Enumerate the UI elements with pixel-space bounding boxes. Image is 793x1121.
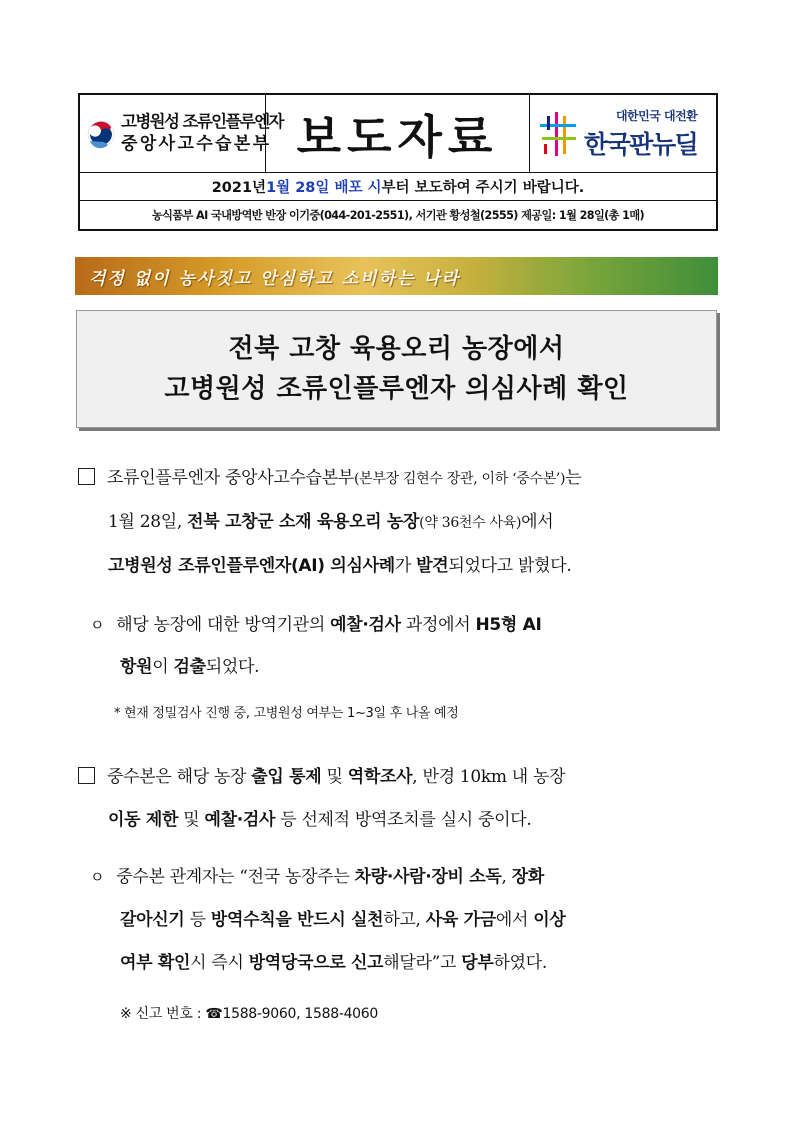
text: 등 선제적 방역조치를 실시 중이다. (275, 810, 532, 830)
text: 시 즉시 (190, 953, 249, 973)
headline-box (76, 310, 717, 428)
section2-para-line1 (78, 762, 565, 787)
release-year: 2021년 (211, 180, 267, 196)
text: 이 (152, 657, 174, 677)
text-bold: 방역수칙을 반드시 실천 (210, 910, 384, 930)
newdeal-logo-text (584, 107, 697, 161)
title-cell (266, 95, 530, 172)
report-phone-numbers: ※ 신고 번호 : ☎1588-9060, 1588-4060 (120, 1006, 379, 1022)
text: 및 (321, 767, 348, 787)
text-bold: 예찰·검사 (204, 810, 276, 830)
text-bold: 사육 가금 (425, 910, 496, 930)
press-header (78, 93, 718, 231)
text-bold: 차량·사람·장비 소독 (354, 867, 502, 887)
text: 및 (178, 810, 205, 830)
bullet-circle-icon: ㅇ (90, 868, 105, 886)
text-bold: 여부 확인 (120, 953, 191, 973)
text-bold: 방역당국으로 신고 (248, 953, 384, 973)
text: 해당 농장에 대한 방역기관의 (116, 615, 331, 635)
text: 1월 28일, (108, 512, 188, 532)
text: 하였다. (493, 953, 548, 973)
text: 에서 (495, 910, 534, 930)
org-name (121, 113, 283, 153)
text: 해달라”고 (383, 953, 462, 973)
text-bold: 전북 고창군 소재 육용오리 농장 (187, 512, 420, 532)
text: 가 (394, 556, 417, 576)
section2-bullet-line1 (90, 862, 544, 887)
text: 중수본 관계자는 “전국 농장주는 (116, 867, 355, 887)
release-date: 1월 28일 배포 시 (266, 180, 382, 196)
text-bold: 검출 (173, 657, 206, 677)
section1-footnote: * 현재 정밀검사 진행 중, 고병원성 여부는 1~3일 후 나올 예정 (114, 706, 459, 721)
headline-line2: 고병원성 조류인플루엔자 의심사례 확인 (164, 374, 629, 404)
checkbox-square-icon (78, 468, 95, 485)
newdeal-cell (530, 95, 716, 172)
text-bold: 항원 (120, 657, 153, 677)
section2-bullet-line2 (120, 905, 565, 930)
checkbox-square-icon (78, 767, 95, 784)
release-info (80, 173, 716, 201)
org-name-line2: 중앙사고수습본부 (121, 133, 272, 154)
text: 중수본은 해당 농장 (107, 767, 252, 787)
text-bold: H5형 AI (475, 615, 542, 635)
text-bold: 이동 제한 (108, 810, 179, 830)
text: 하고, (383, 910, 426, 930)
newdeal-logo-icon (538, 110, 578, 158)
text: , 반경 10km 내 농장 (412, 767, 566, 787)
text: 과정에서 (400, 615, 476, 635)
text: 조류인플루엔자 중앙사고수습본부 (107, 468, 354, 488)
text: 등 (184, 910, 211, 930)
text: 되었다고 밝혔다. (448, 556, 572, 576)
text-bold: 역학조사 (347, 767, 413, 787)
bullet-circle-icon: ㅇ (90, 616, 105, 634)
text-bold: 고병원성 조류인플루엔자(AI) 의심사례 (108, 556, 395, 576)
text: (본부장 김현수 장관, 이하 ‘중수본’) (353, 471, 566, 487)
header-top-row (80, 95, 716, 173)
section1-bullet-line1 (90, 610, 542, 635)
section2-para-line2 (108, 805, 531, 830)
slogan-banner (75, 257, 718, 295)
text-bold: 발견 (416, 556, 449, 576)
headline-line1: 전북 고창 육용오리 농장에서 (228, 333, 565, 364)
text: 되었다. (205, 657, 260, 677)
text-bold: 출입 통제 (251, 767, 322, 787)
org-name-line1: 고병원성 조류인플루엔자 (121, 112, 283, 132)
section2-bullet-line3 (120, 948, 547, 973)
press-release-title: 보도자료 (296, 109, 499, 164)
text-bold: 당부 (461, 953, 494, 973)
newdeal-title: 한국판뉴딜 (584, 129, 698, 159)
org-cell (80, 95, 283, 172)
section1-bullet-line2 (120, 652, 259, 677)
text-bold: 예찰·검사 (330, 615, 401, 635)
government-emblem-icon (86, 112, 116, 156)
section1-para-line2 (108, 507, 553, 532)
newdeal-subtitle: 대한민국 대전환 (615, 108, 698, 123)
contact-info: 농식품부 AI 국내방역반 반장 이기중(044-201-2551), 서기관 황성철(2555) 제공일: 1월 28일(총 1매) (151, 209, 645, 222)
text: , (501, 867, 512, 887)
section1-para-line3 (108, 551, 571, 576)
text-bold: 장화 (511, 867, 544, 887)
text: 에서 (521, 512, 554, 532)
slogan-text: 걱정 없이 농사짓고 안심하고 소비하는 나라 (89, 268, 461, 289)
text: (약 36천수 사육) (419, 515, 522, 531)
release-note: 부터 보도하여 주시기 바랍니다. (381, 180, 585, 196)
text-bold: 갈아신기 (120, 910, 185, 930)
text: 는 (565, 468, 582, 488)
section1-para-line1 (78, 463, 581, 488)
text-bold: 이상 (533, 910, 566, 930)
